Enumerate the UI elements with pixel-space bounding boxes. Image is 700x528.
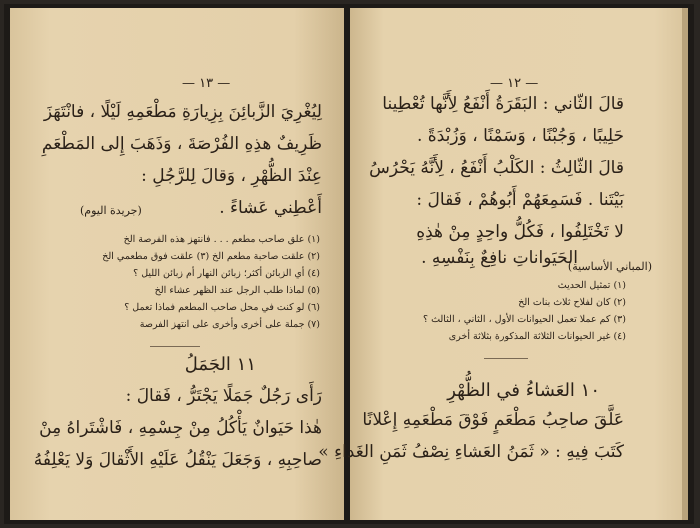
section-line: صاحِبِهِ ، وَجَعَلَ يَنْقُلُ عَلَيْهِ الأَثْقالَ وَلا يَعْلِفُهُ [33, 450, 322, 470]
paragraph-line: ظَرِيفٌ هذِهِ الفُرْصَةَ ، وَذَهَبَ إِلى المَطْعَمِ [41, 134, 322, 154]
paragraph-line: الحَيَواناتِ نافِعٌ بِنَفْسِهِ . [421, 248, 578, 268]
paragraph-line: لِيُغْرِيَ الزَّبائِنَ بِزِيارَةِ مَطْعَمِهِ لَيْلًا ، فانْتَهَزَ [43, 102, 322, 122]
page-number: — ١٢ — [490, 76, 539, 91]
question-item: (٣) كم عملا تعمل الحيوانات الأول ، الثاني ، الثالث ؟ [423, 314, 626, 325]
question-item: (٥) لماذا طلب الرجل عند الظهر عشاء الخ [154, 285, 320, 296]
question-item: (١) تمثيل الحديث [557, 280, 626, 291]
paragraph-line: بَيْتَنا . فَسَمِعَهُمْ أَبُوهُمْ ، فَقالَ : [416, 190, 624, 210]
section-line: رَأَى رَجُلٌ جَمَلًا يَجْتَرُّ ، فَقالَ : [125, 386, 322, 406]
paragraph-line: قالَ الثّاني : البَقَرَةُ أَنْفَعُ لِأَنَّها تُعْطِينا [382, 94, 624, 114]
source-citation: (المباني الأساسية) [567, 260, 652, 273]
left-page [10, 8, 344, 520]
paragraph-line: حَلِيبًا ، وَجُبْنًا ، وَسَمْنًا ، وَزُبْدَةً . [417, 126, 624, 146]
question-item: (١) علق صاحب مطعم . . . فانتهز هذه الفرصة الخ [123, 234, 320, 245]
section-heading: ١٠ العَشاءُ في الظُّهْرِ [447, 380, 600, 401]
question-item: (٤) غير الحيوانات الثلاثة المذكورة بثلاثة أخرى [448, 331, 626, 342]
section-line: كَتَبَ فِيهِ : « ثَمَنُ العَشاءِ نِصْفُ ثَمَنِ الغَداءِ » [318, 442, 624, 462]
question-item: (٢) كان لفلاح ثلاث بنات الخ [518, 297, 626, 308]
section-heading: ١١ الجَمَلُ [184, 354, 256, 375]
source-citation: (جريدة اليوم) [80, 204, 142, 217]
section-divider [484, 358, 528, 359]
page-number: — ١٣ — [182, 76, 231, 91]
question-item: (٧) جملة على أخرى وأخرى على انتهز الفرصة [139, 319, 320, 330]
section-line: هٰذا حَيَوانٌ يَأْكُلُ مِنْ جِسْمِهِ ، فَاشْتَراهُ مِنْ [39, 418, 322, 438]
page-edge [682, 8, 688, 520]
question-item: (٢) علقت صاحبة مطعم الخ (٣) علقت فوق مطعمي الخ [102, 251, 320, 262]
paragraph-line: أَعْطِني عَشاءً . [219, 198, 322, 218]
paragraph-line: قالَ الثّالِثُ : الكَلْبُ أَنْفَعُ ، لِأَنَّهُ يَحْرُسُ [369, 158, 624, 178]
question-item: (٦) لو كنت في محل صاحب المطعم فماذا تعمل ؟ [124, 302, 320, 313]
question-item: (٤) أي الزبائن أكثر؛ زبائن النهار أم زبائن الليل ؟ [133, 268, 320, 279]
book-spread [4, 4, 694, 524]
section-line: عَلَّقَ صاحِبُ مَطْعَمٍ فَوْقَ مَطْعَمِهِ إِعْلانًا [362, 410, 624, 430]
right-page [318, 8, 688, 520]
paragraph-line: لا تَخْتَلِفُوا ، فَكُلُّ واحِدٍ مِنْ هٰذِهِ [416, 222, 624, 242]
section-divider [150, 346, 200, 347]
paragraph-line: عِنْدَ الظُّهْرِ ، وَقالَ لِلرَّجُلِ : [141, 166, 322, 186]
